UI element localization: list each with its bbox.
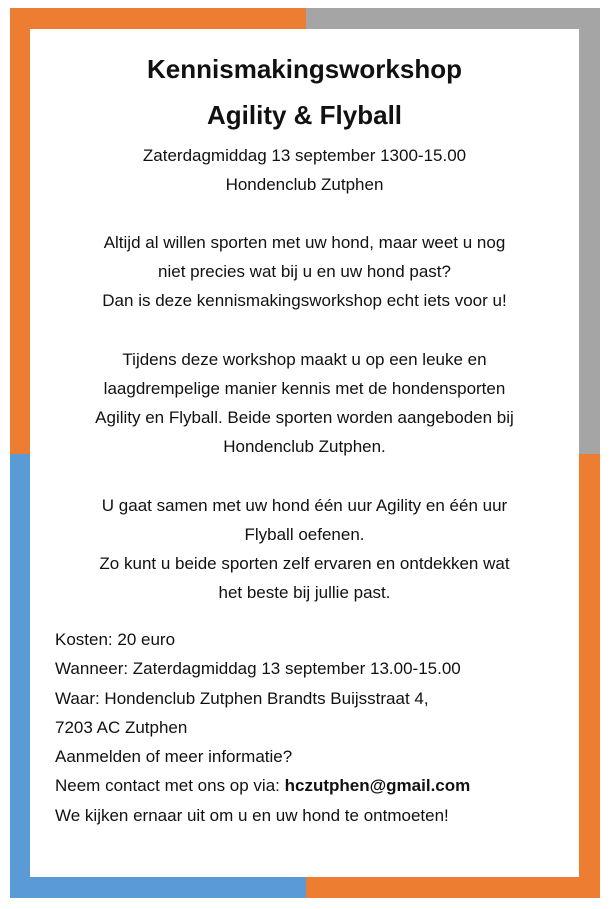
description-line: laagdrempelige manier kennis met de hondensporten (103, 379, 506, 398)
intro-paragraph (30, 228, 579, 315)
contact-line (55, 771, 570, 800)
where-line: Waar: Hondenclub Zutphen Brandts Buijsstraat 4, (55, 688, 429, 708)
postal-line: 7203 AC Zutphen (55, 717, 188, 737)
intro-line: Dan is deze kennismakingsworkshop echt iets voor u! (102, 291, 507, 310)
signup-line: Aanmelden of meer informatie? (55, 747, 293, 767)
intro-line: Altijd al willen sporten met uw hond, maar weet u nog (103, 233, 506, 252)
practice-line: Flyball oefenen. (244, 525, 365, 544)
flyer-card (30, 29, 579, 877)
practice-paragraph (30, 491, 579, 607)
description-line: Hondenclub Zutphen. (223, 437, 386, 456)
email-link[interactable]: hczutphen@gmail.com (284, 776, 471, 796)
intro-line: niet precies wat bij u en uw hond past? (158, 262, 451, 281)
description-paragraph (30, 345, 579, 461)
details-block (55, 625, 570, 830)
venue-line: Hondenclub Zutphen (225, 175, 384, 194)
flyer-subtitle: Agility & Flyball (206, 100, 403, 130)
cost-line: Kosten: 20 euro (55, 630, 176, 649)
description-line: Tijdens deze workshop maakt u op een leuke en (122, 350, 487, 369)
flyer-title: Kennismakingsworkshop (147, 54, 462, 84)
practice-line: het beste bij jullie past. (218, 583, 391, 602)
practice-line: U gaat samen met uw hond één uur Agility en één uur (101, 496, 508, 515)
when-line: Wanneer: Zaterdagmiddag 13 september 13.00-15.00 (55, 659, 461, 679)
practice-line: Zo kunt u beide sporten zelf ervaren en ontdekken wat (99, 554, 510, 573)
event-when-where (30, 141, 579, 199)
contact-prefix: Neem contact met ons op via: (55, 776, 285, 796)
description-line: Agility en Flyball. Beide sporten worden aangeboden bij (95, 408, 514, 427)
closing-line: We kijken ernaar uit om u en uw hond te ontmoeten! (55, 805, 449, 825)
date-line: Zaterdagmiddag 13 september 1300-15.00 (142, 146, 467, 165)
